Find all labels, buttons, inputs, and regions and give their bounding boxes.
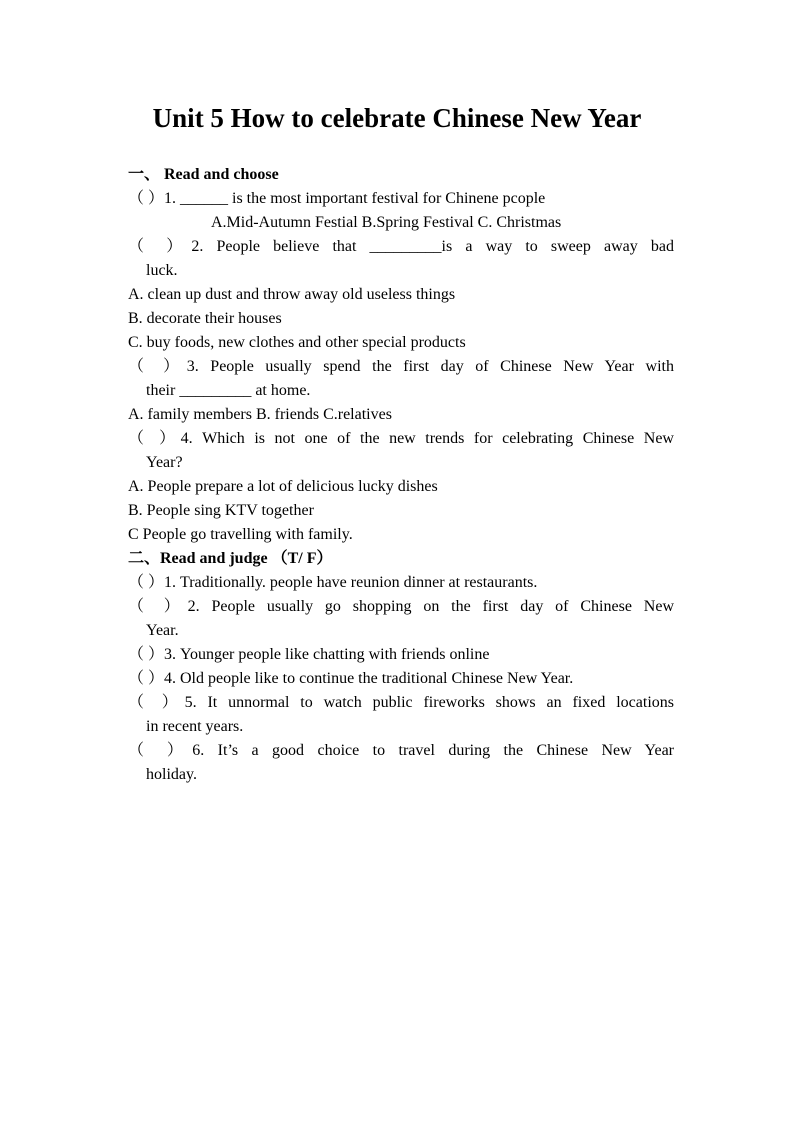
section1-heading: 一、 Read and choose: [128, 166, 279, 183]
s6-statement-line1: （ ）6. It’s a good choice to travel during the Chinese New Year: [128, 742, 674, 759]
s6-statement-line2: holiday.: [146, 766, 197, 783]
s5-statement-line1: （ ）5. It unnormal to watch public fireworks shows an fixed locations: [128, 694, 674, 711]
q2-option-a: A. clean up dust and throw away old useless things: [128, 286, 456, 303]
page-title: Unit 5 How to celebrate Chinese New Year: [152, 103, 642, 133]
q4-option-b: B. People sing KTV together: [128, 502, 314, 519]
q2-option-c: C. buy foods, new clothes and other special products: [128, 334, 466, 351]
s2-statement-line1: （ ）2. People usually go shopping on the first day of Chinese New: [128, 598, 674, 615]
q3-stem-line1: （ ）3. People usually spend the first day of Chinese New Year with: [128, 358, 674, 375]
q3-stem-line2: their _________ at home.: [146, 382, 311, 399]
q4-option-a: A. People prepare a lot of delicious lucky dishes: [128, 478, 438, 495]
s3-statement: （ ）3. Younger people like chatting with friends online: [128, 646, 490, 663]
q1-options: A.Mid-Autumn Festial B.Spring Festival C. Christmas: [211, 214, 562, 231]
q2-option-b: B. decorate their houses: [128, 310, 282, 327]
q3-options: A. family members B. friends C.relatives: [128, 406, 392, 423]
s1-statement: （ ）1. Traditionally. people have reunion dinner at restaurants.: [128, 574, 538, 591]
q4-option-c: C People go travelling with family.: [128, 526, 353, 543]
q4-stem-line1: （ ）4. Which is not one of the new trends for celebrating Chinese New: [128, 430, 674, 447]
q1-stem: （ ）1. ______ is the most important festival for Chinene pcople: [128, 190, 546, 207]
q2-stem-line1: （ ）2. People believe that _________is a way to sweep away bad: [128, 238, 674, 255]
s5-statement-line2: in recent years.: [146, 718, 244, 735]
q2-stem-line2: luck.: [146, 262, 178, 279]
section2-heading: 二、Read and judge （T/ F）: [128, 550, 333, 567]
s4-statement: （ ）4. Old people like to continue the traditional Chinese New Year.: [128, 670, 574, 687]
q4-stem-line2: Year?: [146, 454, 183, 471]
s2-statement-line2: Year.: [146, 622, 179, 639]
